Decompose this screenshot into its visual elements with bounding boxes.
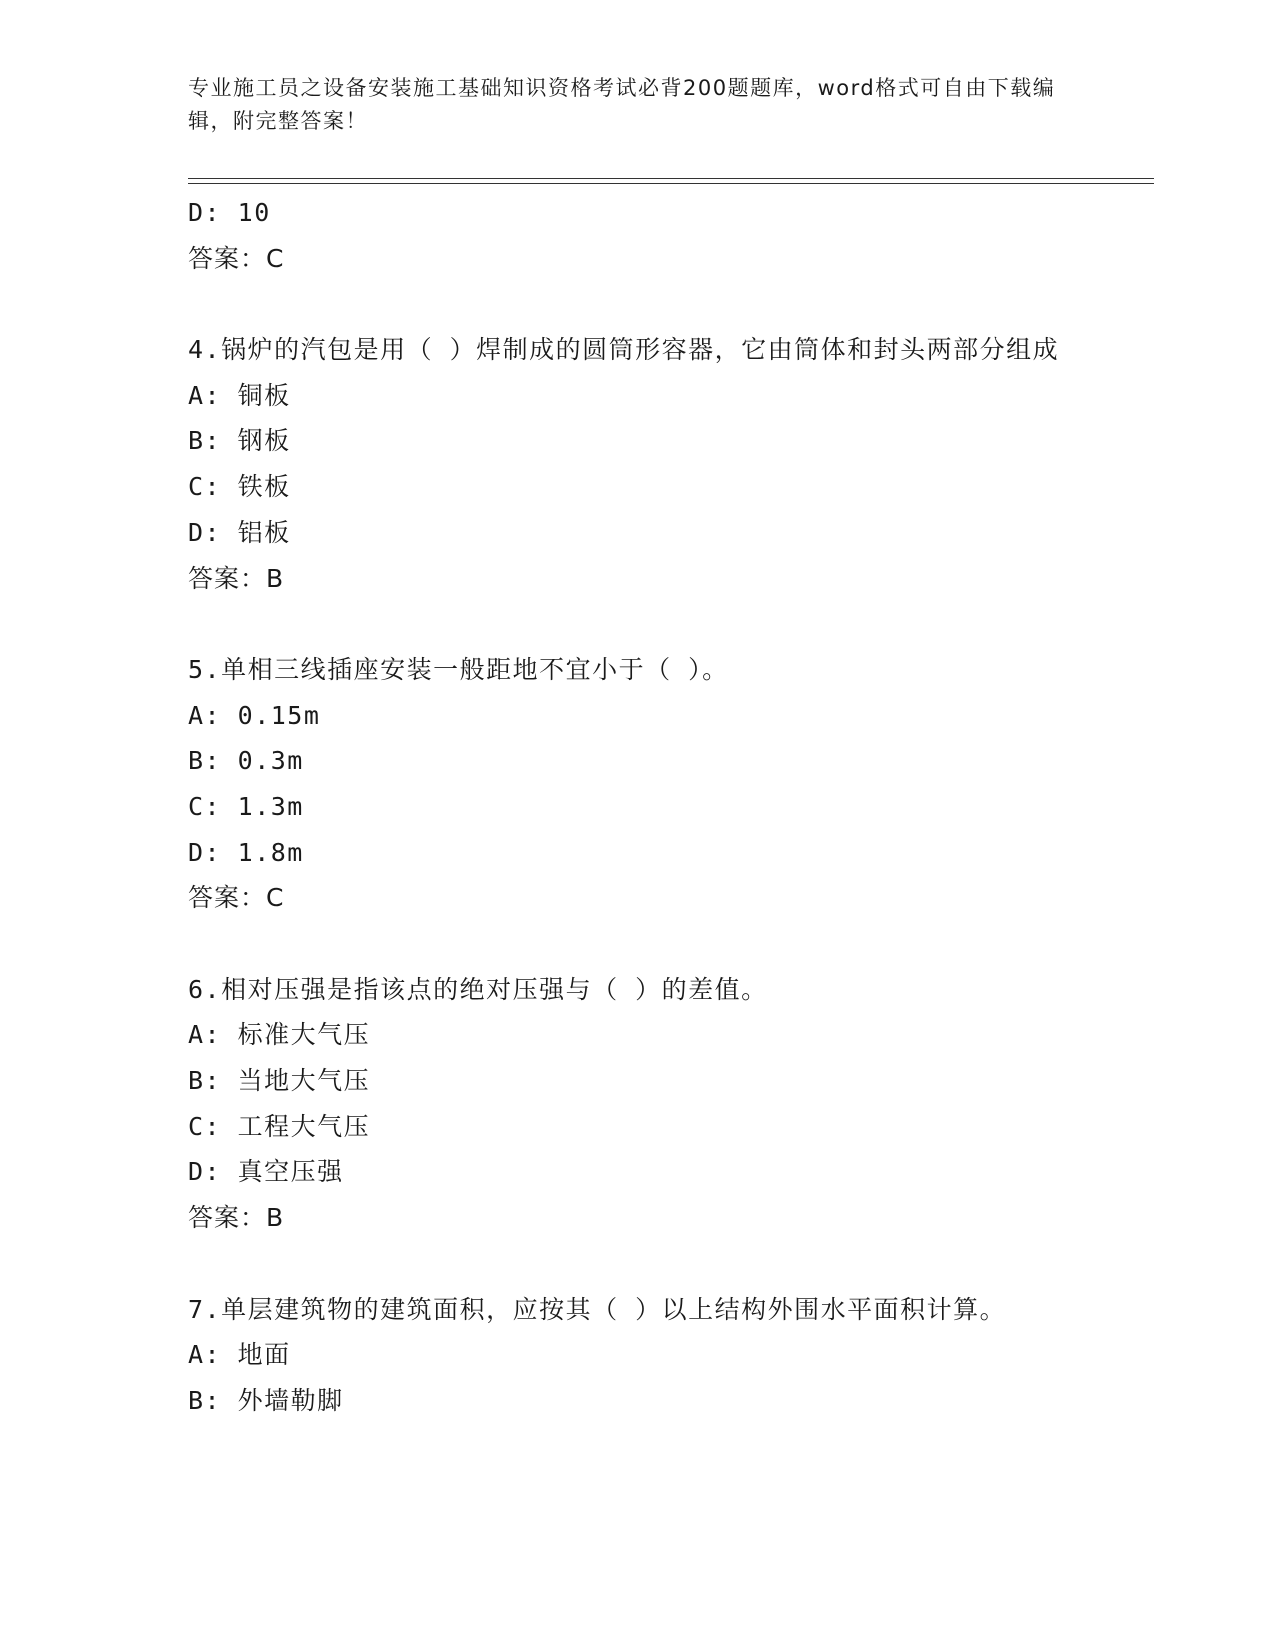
spacer <box>188 1241 1088 1287</box>
answer: 答案：B <box>188 563 285 593</box>
option-d: D: 真空压强 <box>188 1157 344 1187</box>
header-divider-bottom <box>188 183 1154 184</box>
option-b: B: 当地大气压 <box>188 1066 371 1096</box>
answer: 答案：C <box>188 883 285 913</box>
option-c: C: 铁板 <box>188 472 291 502</box>
question-3-tail <box>188 190 1088 281</box>
question-stem: 7.单层建筑物的建筑面积，应按其（ ）以上结构外围水平面积计算。 <box>188 1294 1007 1324</box>
question-4 <box>188 327 1088 601</box>
option-d: D: 1.8m <box>188 837 304 867</box>
question-stem: 4.锅炉的汽包是用（ ）焊制成的圆筒形容器，它由筒体和封头两部分组成 <box>188 335 1060 365</box>
answer: 答案：C <box>188 243 285 273</box>
option-b: B: 外墙勒脚 <box>188 1385 344 1415</box>
header-divider-top <box>188 178 1154 179</box>
question-5 <box>188 647 1088 921</box>
option-b: B: 0.3m <box>188 746 304 776</box>
document-header <box>188 72 1088 138</box>
spacer <box>188 281 1088 327</box>
option-a: A: 地面 <box>188 1340 291 1370</box>
option-d: D: 10 <box>188 198 271 227</box>
option-c: C: 1.3m <box>188 791 304 821</box>
option-a: A: 0.15m <box>188 700 321 730</box>
option-a: A: 标准大气压 <box>188 1020 371 1050</box>
question-6 <box>188 967 1088 1241</box>
spacer <box>188 601 1088 647</box>
question-stem: 5.单相三线插座安装一般距地不宜小于（ ）。 <box>188 654 729 684</box>
question-stem: 6.相对压强是指该点的绝对压强与（ ）的差值。 <box>188 974 768 1004</box>
question-7 <box>188 1287 1088 1424</box>
option-d: D: 铝板 <box>188 517 291 547</box>
spacer <box>188 921 1088 967</box>
question-list <box>188 190 1088 1424</box>
option-c: C: 工程大气压 <box>188 1111 371 1141</box>
answer: 答案：B <box>188 1203 285 1233</box>
option-a: A: 铜板 <box>188 380 291 410</box>
option-b: B: 钢板 <box>188 426 291 456</box>
header-title: 专业施工员之设备安装施工基础知识资格考试必背200题题库，word格式可自由下载编辑，附完整答案！ <box>188 76 1056 133</box>
